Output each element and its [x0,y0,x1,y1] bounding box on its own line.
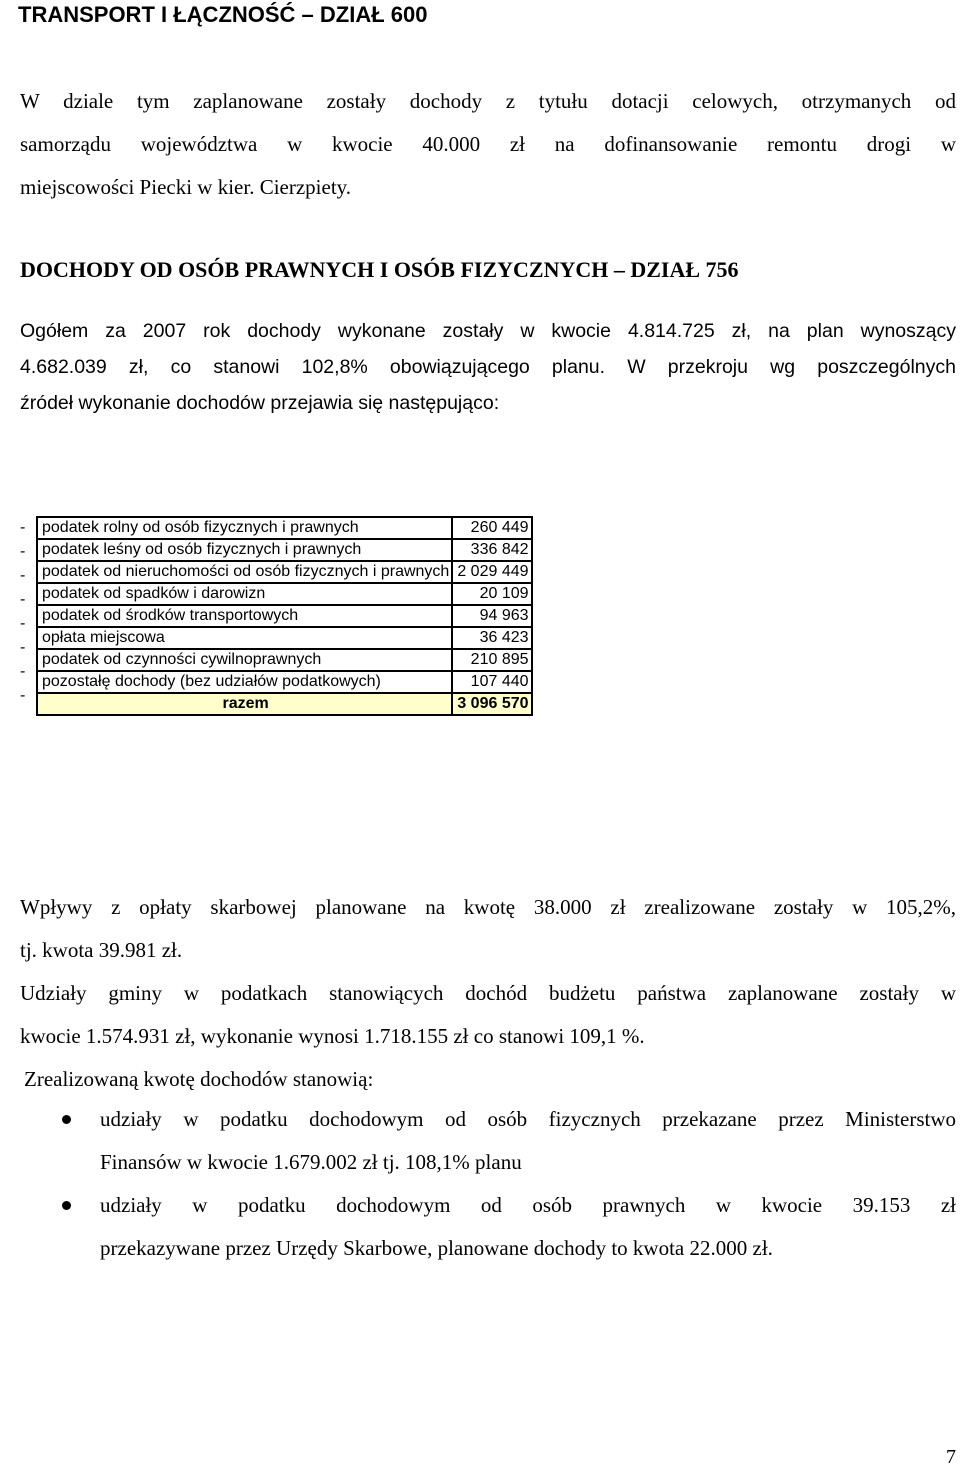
income-source: podatek od nieruchomości od osób fizycznych i prawnych [37,561,452,583]
row-dash: - [20,663,26,680]
income-value: 210 895 [452,649,531,671]
income-value: 107 440 [452,671,531,693]
row-dash: - [20,615,26,632]
table-row [37,561,532,583]
income-source: podatek leśny od osób fizycznych i prawnych [37,539,452,561]
income-value: 20 109 [452,583,531,605]
section-title-income: DOCHODY OD OSÓB PRAWNYCH I OSÓB FIZYCZNYCH – DZIAŁ 756 [20,257,739,282]
income-value: 260 449 [452,517,531,539]
row-dash: - [20,591,26,608]
income-source: podatek od czynności cywilnoprawnych [37,649,452,671]
total-value: 3 096 570 [452,693,531,715]
income-table [36,516,533,716]
paragraph-tax-shares [20,972,956,1058]
income-value: 94 963 [452,605,531,627]
text-line: samorządu województwa w kwocie 40.000 zł na dofinansowanie remontu drogi w [20,132,956,156]
row-dash: - [20,567,26,584]
table-row [37,539,532,561]
paragraph-intro [24,1058,960,1101]
row-dash: - [20,543,26,560]
row-dashes [20,516,36,708]
text-line: Finansów w kwocie 1.679.002 zł tj. 108,1% planu [100,1150,522,1174]
text-line: Wpływy z opłaty skarbowej planowane na kwotę 38.000 zł zrealizowane zostały w 105,2%, [20,895,956,919]
text-line: przekazywane przez Urzędy Skarbowe, planowane dochody to kwota 22.000 zł. [100,1236,773,1260]
text-line: Ogółem za 2007 rok dochody wykonane zostały w kwocie 4.814.725 zł, na plan wynoszący [20,320,956,342]
table-row [37,605,532,627]
paragraph-income-summary [20,313,956,421]
income-value: 36 423 [452,627,531,649]
table-row [37,517,532,539]
text-line: kwocie 1.574.931 zł, wykonanie wynosi 1.718.155 zł co stanowi 109,1 %. [20,1024,645,1048]
text-line: tj. kwota 39.981 zł. [20,938,183,962]
bullet-icon [62,1201,71,1210]
table-row [37,627,532,649]
income-value: 336 842 [452,539,531,561]
income-source: podatek rolny od osób fizycznych i prawnych [37,517,452,539]
table-row [37,671,532,693]
text-line: miejscowości Piecki w kier. Cierzpiety. [20,175,352,199]
income-source: podatek od środków transportowych [37,605,452,627]
text-line: Udziały gminy w podatkach stanowiących dochód budżetu państwa zaplanowane zostały w [20,981,956,1005]
list-item [20,1098,956,1184]
income-source: pozostałę dochody (bez udziałów podatkowych) [37,671,452,693]
row-dash: - [20,687,26,704]
table-row [37,583,532,605]
income-value: 2 029 449 [452,561,531,583]
text-line: W dziale tym zaplanowane zostały dochody z tytułu dotacji celowych, otrzymanych od [20,89,956,113]
total-label: razem [37,693,452,715]
table-row [37,649,532,671]
text-line: udziały w podatku dochodowym od osób prawnych w kwocie 39.153 zł [100,1193,956,1217]
bullet-icon [62,1115,71,1124]
section-title-transport: TRANSPORT I ŁĄCZNOŚĆ – DZIAŁ 600 [18,2,428,27]
text-line: źródeł wykonanie dochodów przejawia się następująco: [20,392,500,414]
row-dash: - [20,519,26,536]
income-source: podatek od spadków i darowizn [37,583,452,605]
paragraph-stamp-duty [20,886,956,972]
text-line: 4.682.039 zł, co stanowi 102,8% obowiązującego planu. W przekroju wg poszczególnych [20,356,956,378]
text-line: udziały w podatku dochodowym od osób fizycznych przekazane przez Ministerstwo [100,1107,956,1131]
page-number: 7 [946,1446,956,1468]
list-item [20,1184,956,1270]
table-total-row [37,693,532,715]
income-source: opłata miejscowa [37,627,452,649]
bullet-list [20,1098,956,1270]
paragraph-transport [20,80,956,209]
text-line: Zrealizowaną kwotę dochodów stanowią: [24,1067,374,1091]
row-dash: - [20,639,26,656]
